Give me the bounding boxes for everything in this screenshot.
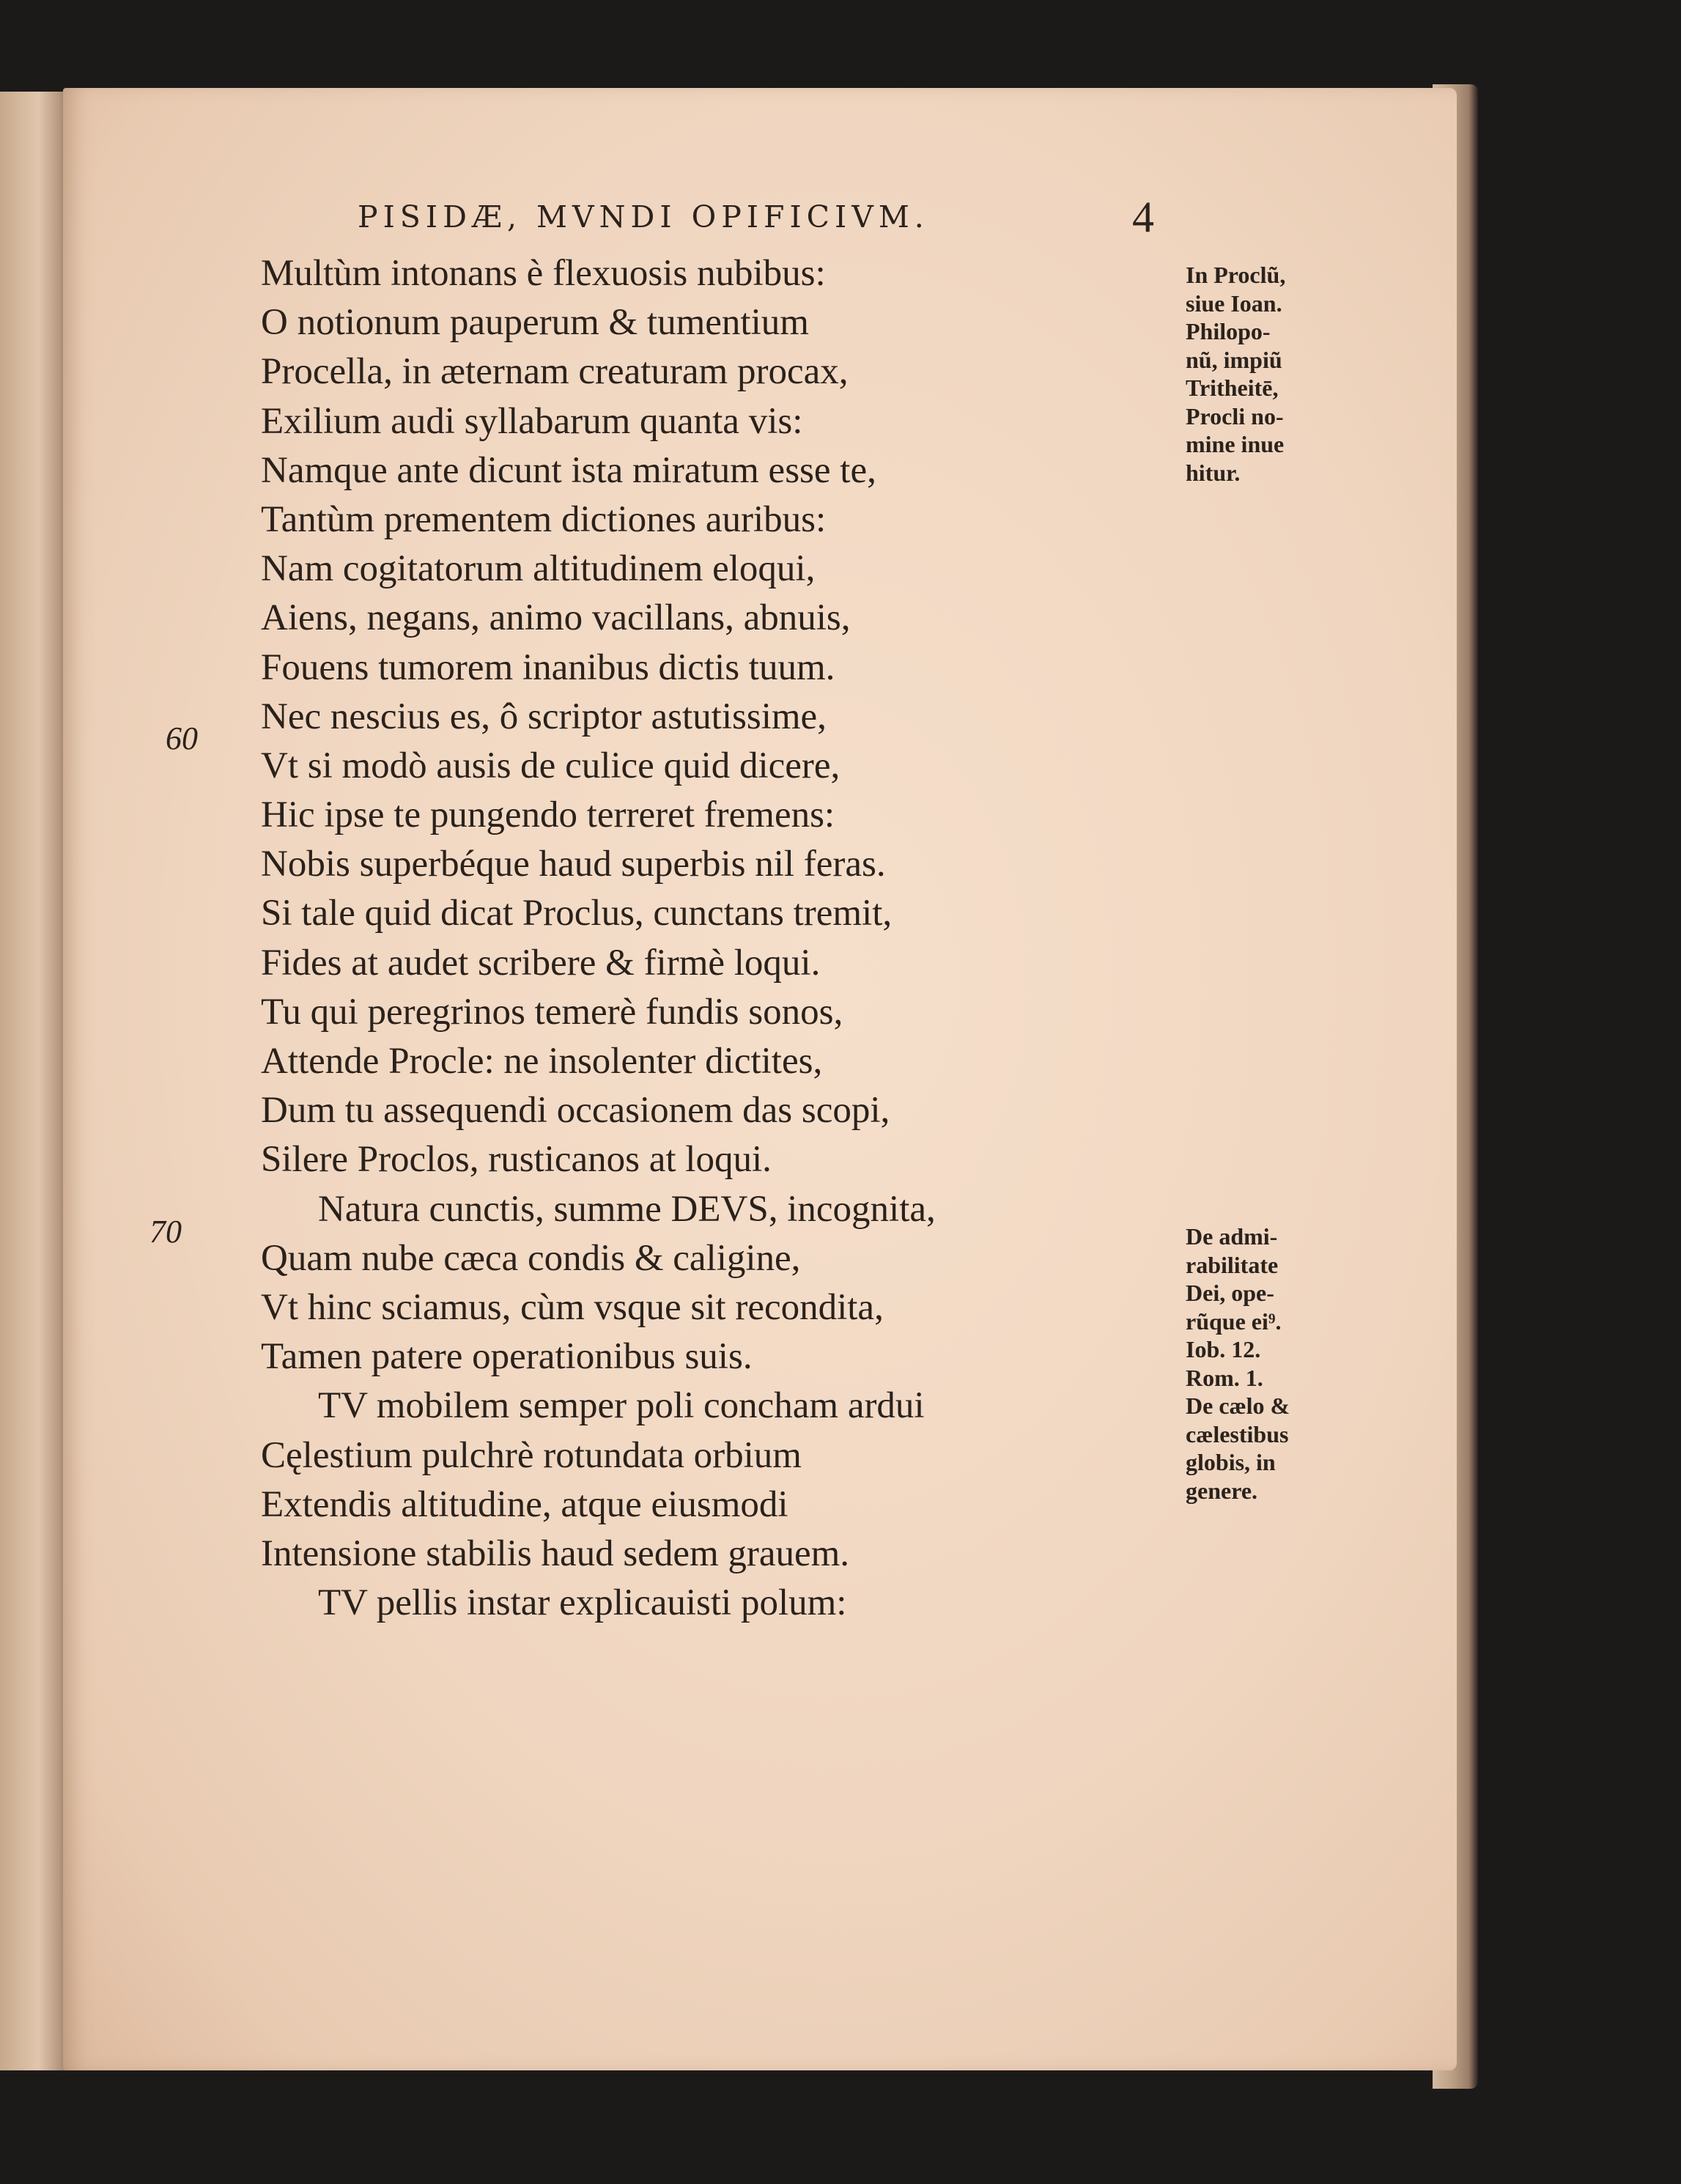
- marginal-note-line: Tritheitē,: [1186, 375, 1279, 401]
- verse-line: Cęlestium pulchrè rotundata orbium: [261, 1434, 802, 1476]
- marginal-note-line: Philopo-: [1186, 318, 1271, 344]
- marginal-note-line: globis, in: [1186, 1449, 1276, 1475]
- verse-line: Vt si modò ausis de culice quid dicere,: [261, 745, 840, 786]
- marginal-note-line: mine inue: [1186, 431, 1285, 457]
- marginal-note-line: Rom. 1.: [1186, 1364, 1263, 1391]
- facing-page-edge: [0, 92, 70, 2070]
- line-number-60: 60: [166, 720, 198, 756]
- marginal-note-line: In Proclũ,: [1186, 262, 1286, 288]
- verse-line: Aiens, negans, animo vacillans, abnuis,: [261, 597, 851, 639]
- marginal-note-line: Dei, ope-: [1186, 1280, 1274, 1306]
- verse-line: Hic ipse te pungendo terreret fremens:: [261, 794, 835, 836]
- marginal-note-line: hitur.: [1186, 459, 1241, 486]
- marginal-note-line: De cælo &: [1186, 1392, 1290, 1419]
- verse-line: Exilium audi syllabarum quanta vis:: [261, 400, 803, 442]
- verse-block: [261, 249, 1096, 1628]
- verse-line: TV pellis instar explicauisti polum:: [318, 1582, 847, 1624]
- verse-line: Namque ante dicunt ista miratum esse te,: [261, 449, 876, 491]
- verse-line: Tu qui peregrinos temerè fundis sonos,: [261, 991, 843, 1033]
- marginal-note-line: genere.: [1186, 1477, 1258, 1504]
- verse-line: Si tale quid dicat Proclus, cunctans tremit,: [261, 893, 893, 934]
- verse-line: Nobis superbéque haud superbis nil feras.: [261, 844, 886, 885]
- verse-line: Intensione stabilis haud sedem grauem.: [261, 1532, 850, 1574]
- marginal-note-line: De admi-: [1186, 1223, 1278, 1250]
- verse-line: Tamen patere operationibus suis.: [261, 1336, 753, 1378]
- verse-line: Attende Procle: ne insolenter dictites,: [261, 1041, 823, 1082]
- verse-line: Nec nescius es, ô scriptor astutissime,: [261, 696, 827, 737]
- verse-line: Dum tu assequendi occasionem das scopi,: [261, 1090, 890, 1132]
- marginal-note-line: Procli no-: [1186, 402, 1284, 429]
- verse-line: Fouens tumorem inanibus dictis tuum.: [261, 646, 835, 688]
- verse-line: Procella, in æternam creaturam procax,: [261, 351, 849, 393]
- marginal-note-line: nũ, impiũ: [1186, 346, 1282, 373]
- verse-line: Vt hinc sciamus, cùm vsque sit recondita,: [261, 1286, 884, 1328]
- marginal-note-line: Iob. 12.: [1186, 1336, 1261, 1362]
- verse-line: Fides at audet scribere & firmè loqui.: [261, 942, 821, 984]
- verse-line: Nam cogitatorum altitudinem eloqui,: [261, 548, 816, 590]
- verse-line: Extendis altitudine, atque eiusmodi: [261, 1483, 788, 1525]
- verse-line: TV mobilem semper poli concham ardui: [318, 1385, 925, 1427]
- page-number: 4: [1132, 193, 1154, 241]
- marginal-note-line: rabilitate: [1186, 1251, 1279, 1278]
- verse-line: Tantùm prementem dictiones auribus:: [261, 498, 827, 540]
- marginal-note-admirabilitate: [1186, 1222, 1340, 1505]
- marginal-note-line: rũque ei⁹.: [1186, 1307, 1282, 1335]
- verse-line: Quam nube cæca condis & caligine,: [261, 1237, 801, 1279]
- running-title: PISIDÆ, MVNDI OPIFICIVM.: [358, 199, 929, 235]
- marginal-note-line: siue Ioan.: [1186, 289, 1282, 317]
- line-number-70: 70: [149, 1214, 182, 1250]
- marginal-note-line: cælestibus: [1186, 1420, 1289, 1447]
- verse-line: Natura cunctis, summe DEVS, incognita,: [318, 1188, 936, 1230]
- marginal-note-proclus: [1186, 261, 1340, 487]
- verse-line: Multùm intonans è flexuosis nubibus:: [261, 253, 826, 294]
- verse-line: Silere Proclos, rusticanos at loqui.: [261, 1139, 772, 1181]
- verse-line: O notionum pauperum & tumentium: [261, 302, 809, 344]
